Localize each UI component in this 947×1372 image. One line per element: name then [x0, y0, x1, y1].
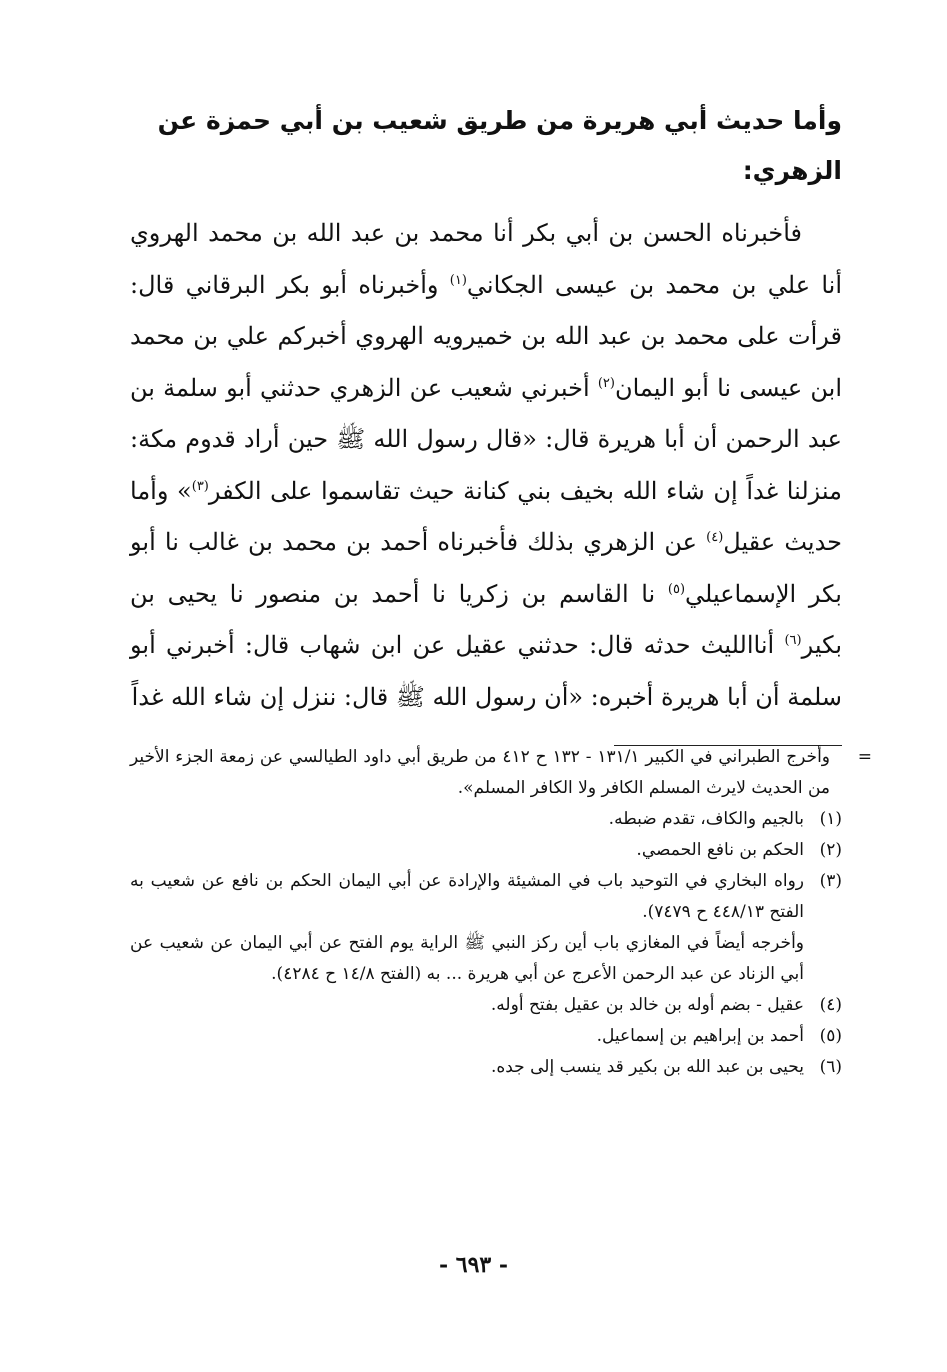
body-segment: » وأما حديث عقيل: [130, 476, 843, 556]
body-paragraph: [130, 208, 842, 723]
continuation-mark: =: [857, 747, 872, 767]
footnote-4: [130, 990, 842, 1021]
footnote-text: الحكم بن نافع الحمصي.: [636, 840, 804, 860]
footnote-number: (٤): [819, 995, 842, 1015]
footnote-number: (٣): [819, 871, 842, 891]
footnote-ref-6: (٦): [784, 633, 802, 648]
footnote-ref-4: (٤): [706, 530, 724, 545]
footnote-1: [130, 804, 842, 835]
body-segment: فأخبرناه الحسن بن أبي بكر أنا محمد بن عبد الله بن محمد الهروي أنا علي بن محمد بن عيسى الجكاني: [130, 219, 842, 299]
footnote-continuation: [130, 742, 872, 804]
footnote-6: [130, 1052, 842, 1083]
footnote-text: بالجيم والكاف، تقدم ضبطه.: [608, 809, 804, 829]
footnote-ref-5: (٥): [667, 581, 686, 597]
footnote-3-extra: وأخرجه أيضاً في المغازي باب أين ركز النبي ﷺ الراية يوم الفتح عن أبي اليمان عن شعيب عن أبي الزناد عن عبد الرحمن الأعرج عن أبي هريرة ... به (الفتح ١٤/٨ ح ٤٢٨٤).: [130, 933, 804, 984]
footnote-ref-3: (٣): [191, 478, 209, 494]
continuation-text: وأخرج الطبراني في الكبير ١٣١/١ - ١٣٢ ح ٤١٢ من طريق أبي داود الطيالسي عن زمعة الجزء الأخير من الحديث لايرث المسلم الكافر ولا الكافر المسلم».: [130, 747, 831, 798]
footnote-number: (٦): [819, 1057, 842, 1077]
main-text-block: [130, 96, 842, 723]
body-segment: نا القاسم بن زكريا نا أحمد بن منصور نا يحيى بن بكير: [130, 579, 842, 659]
body-segment: أناالليث حدثه قال: حدثني عقيل عن ابن شهاب قال: أخبرني أبو سلمة أن أبا هريرة أخبره: «أن رسول الله ﷺ قال: ننزل إن شاء الله غداً: [130, 631, 842, 711]
footnotes-block: [130, 742, 872, 1083]
footnote-number: (٥): [819, 1026, 842, 1046]
body-segment: أخبرني شعيب عن الزهري حدثني أبو سلمة بن عبد الرحمن أن أبا هريرة قال: «قال رسول الله ﷺ حين أراد قدوم مكة: منزلنا غداً إن شاء الله بخيف بني كنانة حيث تقاسموا على الكفر: [130, 373, 842, 505]
footnote-text: يحيى بن عبد الله بن بكير قد ينسب إلى جده.: [490, 1057, 804, 1077]
footnote-ref-2: (٢): [597, 375, 615, 391]
section-heading: وأما حديث أبي هريرة من طريق شعيب بن أبي حمزة عن الزهري:: [157, 106, 842, 185]
footnote-3: [130, 866, 842, 928]
footnote-5: [130, 1021, 842, 1052]
footnote-text: عقيل - بضم أوله بن خالد بن عقيل بفتح أوله.: [490, 995, 804, 1015]
footnote-number: (١): [819, 809, 842, 829]
footnote-text: رواه البخاري في التوحيد باب في المشيئة والإرادة عن أبي اليمان الحكم بن نافع عن شعيب به الفتح ٤٤٨/١٣ ح ٧٤٧٩).: [130, 871, 804, 922]
footnote-ref-1: (١): [449, 272, 467, 288]
footnote-2: [130, 835, 842, 866]
page-number: - ٦٩٣ -: [438, 1252, 509, 1278]
body-segment: عن الزهري بذلك فأخبرناه أحمد بن محمد بن غالب نا أبو بكر الإسماعيلي: [130, 528, 842, 608]
footnote-number: (٢): [819, 840, 842, 860]
body-segment: وأخبرناه أبو بكر البرقاني قال: قرأت على محمد بن عبد الله بن خميرويه الهروي أخبركم علي بن محمد ابن عيسى نا أبو اليمان: [130, 270, 842, 402]
footnote-text: أحمد بن إبراهيم بن إسماعيل.: [596, 1026, 804, 1046]
